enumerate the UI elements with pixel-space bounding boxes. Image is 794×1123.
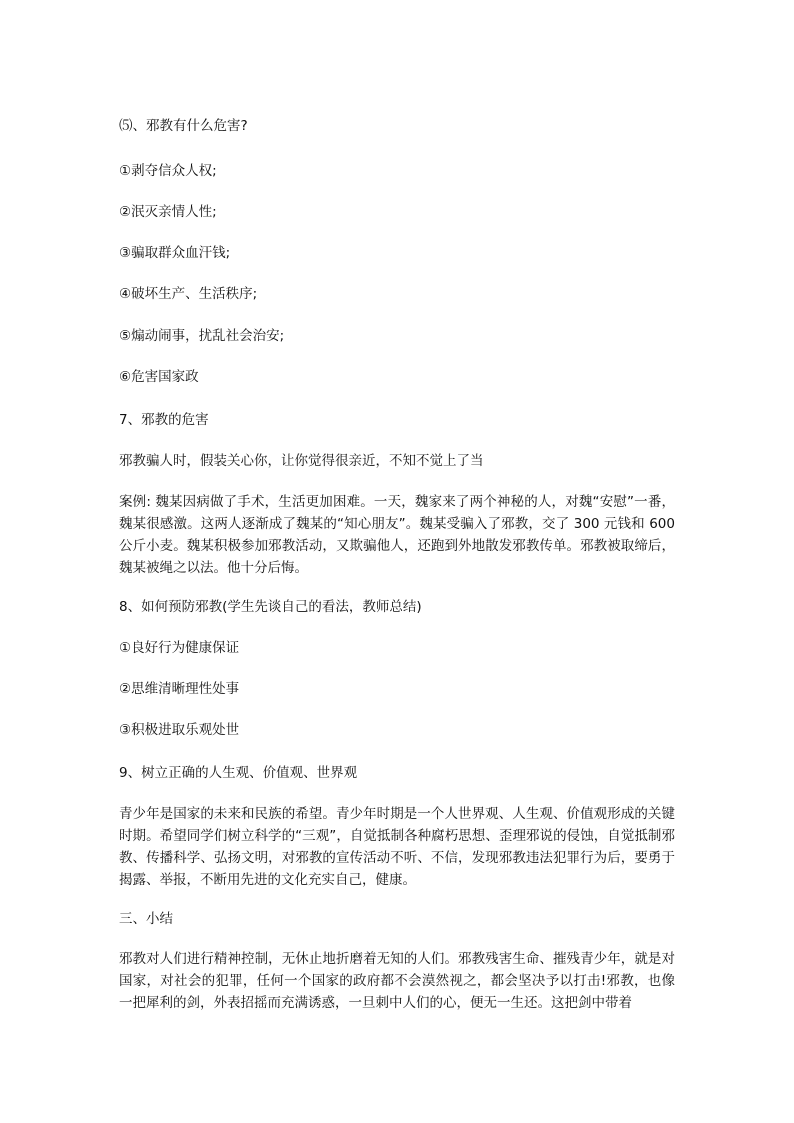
paragraph-youth: 青少年是国家的未来和民族的希望。青少年时期是一个人世界观、人生观、价值观形成的关键时期。希望同学们树立科学的“三观”，自觉抵制各种腐朽思想、歪理邪说的侵蚀，自觉抵制邪教、传播科学、弘扬文明，对邪教的宣传活动不听、不信，发现邪教违法犯罪行为后，要勇于揭露、举报，不断用先进的文化充实自己，健康。 — [119, 806, 675, 888]
list-item-harm-2: ②泯灭亲情人性; — [119, 204, 217, 220]
section-heading-9: 9、树立正确的人生观、价值观、世界观 — [119, 765, 358, 781]
paragraph-case-study: 案例: 魏某因病做了手术，生活更加困难。一天，魏家来了两个神秘的人，对魏“安慰”一番，魏某很感激。这两人逐渐成了魏某的“知心朋友”。魏某受骗入了邪教，交了 300 元钱和 600 公斤小麦。魏某积极参加邪教活动，又欺骗他人，还跑到外地散发邪教传单。邪教被取缔后，魏某被绳之以法。他十分后悔。 — [119, 494, 675, 576]
section-heading-7: 7、邪教的危害 — [119, 412, 209, 428]
section-heading-summary: 三、小结 — [119, 911, 173, 927]
section-heading-8: 8、如何预防邪教(学生先谈自己的看法，教师总结) — [119, 599, 422, 615]
list-item-harm-6: ⑥危害国家政 — [119, 369, 199, 385]
section-heading-5: ⑸、邪教有什么危害? — [119, 118, 248, 134]
paragraph-summary: 邪教对人们进行精神控制，无休止地折磨着无知的人们。邪教残害生命、摧残青少年，就是对国家，对社会的犯罪，任何一个国家的政府都不会漠然视之，都会坚决予以打击!邪教，也像一把犀利的剑，外表招摇而充满诱惑，一旦刺中人们的心，便无一生还。这把剑中带着 — [119, 951, 675, 1011]
list-item-harm-4: ④破坏生产、生活秩序; — [119, 286, 258, 302]
list-item-prevent-2: ②思维清晰理性处事 — [119, 681, 240, 697]
list-item-harm-3: ③骗取群众血汗钱; — [119, 245, 231, 261]
list-item-harm-1: ①剥夺信众人权; — [119, 163, 217, 179]
list-item-prevent-3: ③积极进取乐观处世 — [119, 722, 240, 738]
list-item-prevent-1: ①良好行为健康保证 — [119, 640, 240, 656]
list-item-harm-5: ⑤煽动闹事，扰乱社会治安; — [119, 328, 285, 344]
paragraph-deception: 邪教骗人时，假装关心你，让你觉得很亲近，不知不觉上了当 — [119, 453, 484, 469]
